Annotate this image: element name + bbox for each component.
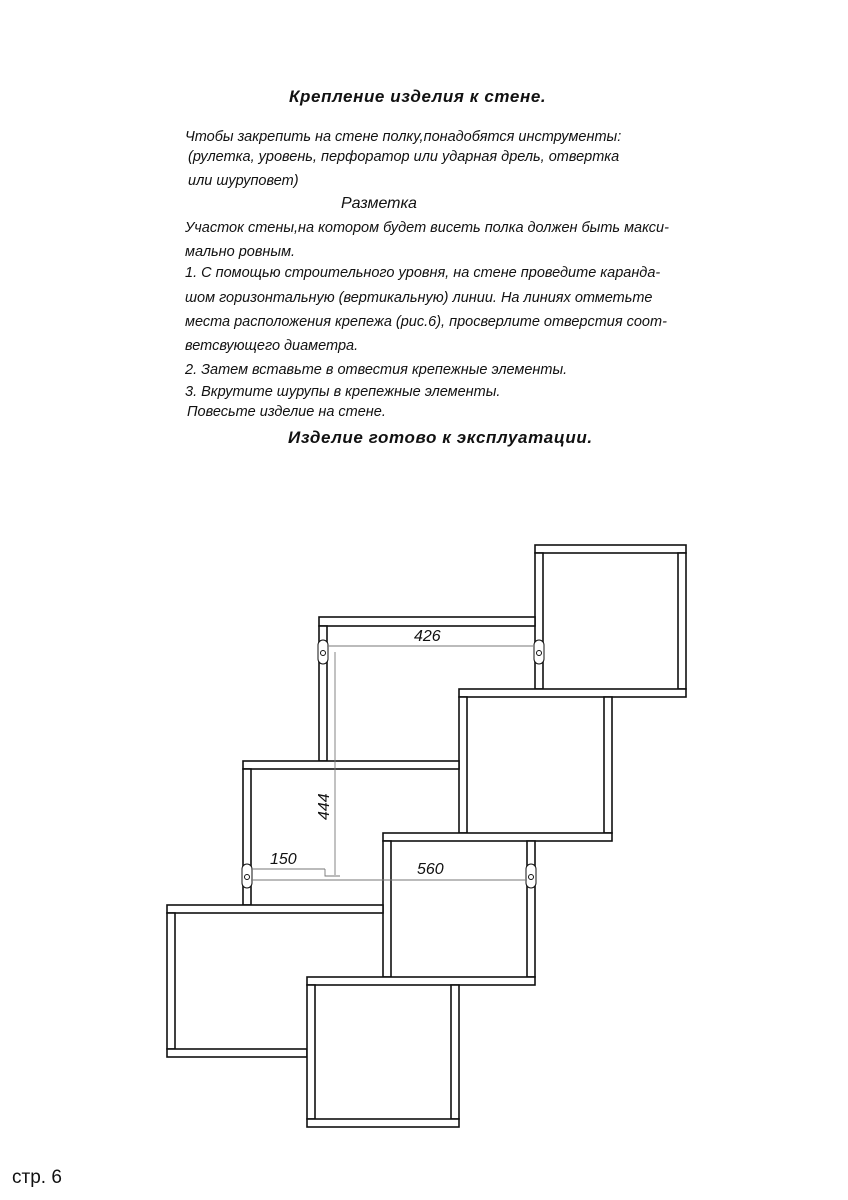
dimension-444: 444 — [316, 793, 333, 820]
keyhole-icon — [318, 640, 328, 664]
body-line: шом горизонтальную (вертикальную) линии. На линиях отметьте — [185, 290, 653, 306]
intro-line: Чтобы закрепить на стене полку,понадобятся инструменты: — [185, 129, 622, 145]
body-line: мально ровным. — [185, 244, 296, 260]
page-number: стр. 6 — [12, 1167, 62, 1188]
body-line: ветсвующего диаметра. — [185, 338, 359, 354]
body-line: места расположения крепежа (рис.6), просверлите отверстия соот- — [185, 314, 667, 330]
keyhole-icon — [242, 864, 252, 888]
keyhole-icon — [526, 864, 536, 888]
final-heading: Изделие готово к эксплуатации. — [288, 428, 593, 447]
body-line: 3. Вкрутите шурупы в крепежные элементы. — [185, 384, 501, 400]
dimension-426: 426 — [414, 628, 441, 645]
dimension-150: 150 — [270, 851, 297, 868]
section-subtitle: Разметка — [341, 195, 417, 212]
intro-line: (рулетка, уровень, перфоратор или ударная дрель, отвертка — [188, 149, 620, 165]
keyhole-icon — [534, 640, 544, 664]
page-title: Крепление изделия к стене. — [289, 87, 547, 106]
intro-line: или шуруповет) — [188, 173, 299, 189]
body-line: Участок стены,на котором будет висеть полка должен быть макси- — [185, 220, 669, 236]
body-line: Повесьте изделие на стене. — [187, 404, 386, 420]
body-line: 2. Затем вставьте в отвестия крепежные элементы. — [185, 362, 568, 378]
body-line: 1. С помощью строительного уровня, на стене проведите каранда- — [185, 265, 661, 281]
dimension-560: 560 — [417, 861, 444, 878]
